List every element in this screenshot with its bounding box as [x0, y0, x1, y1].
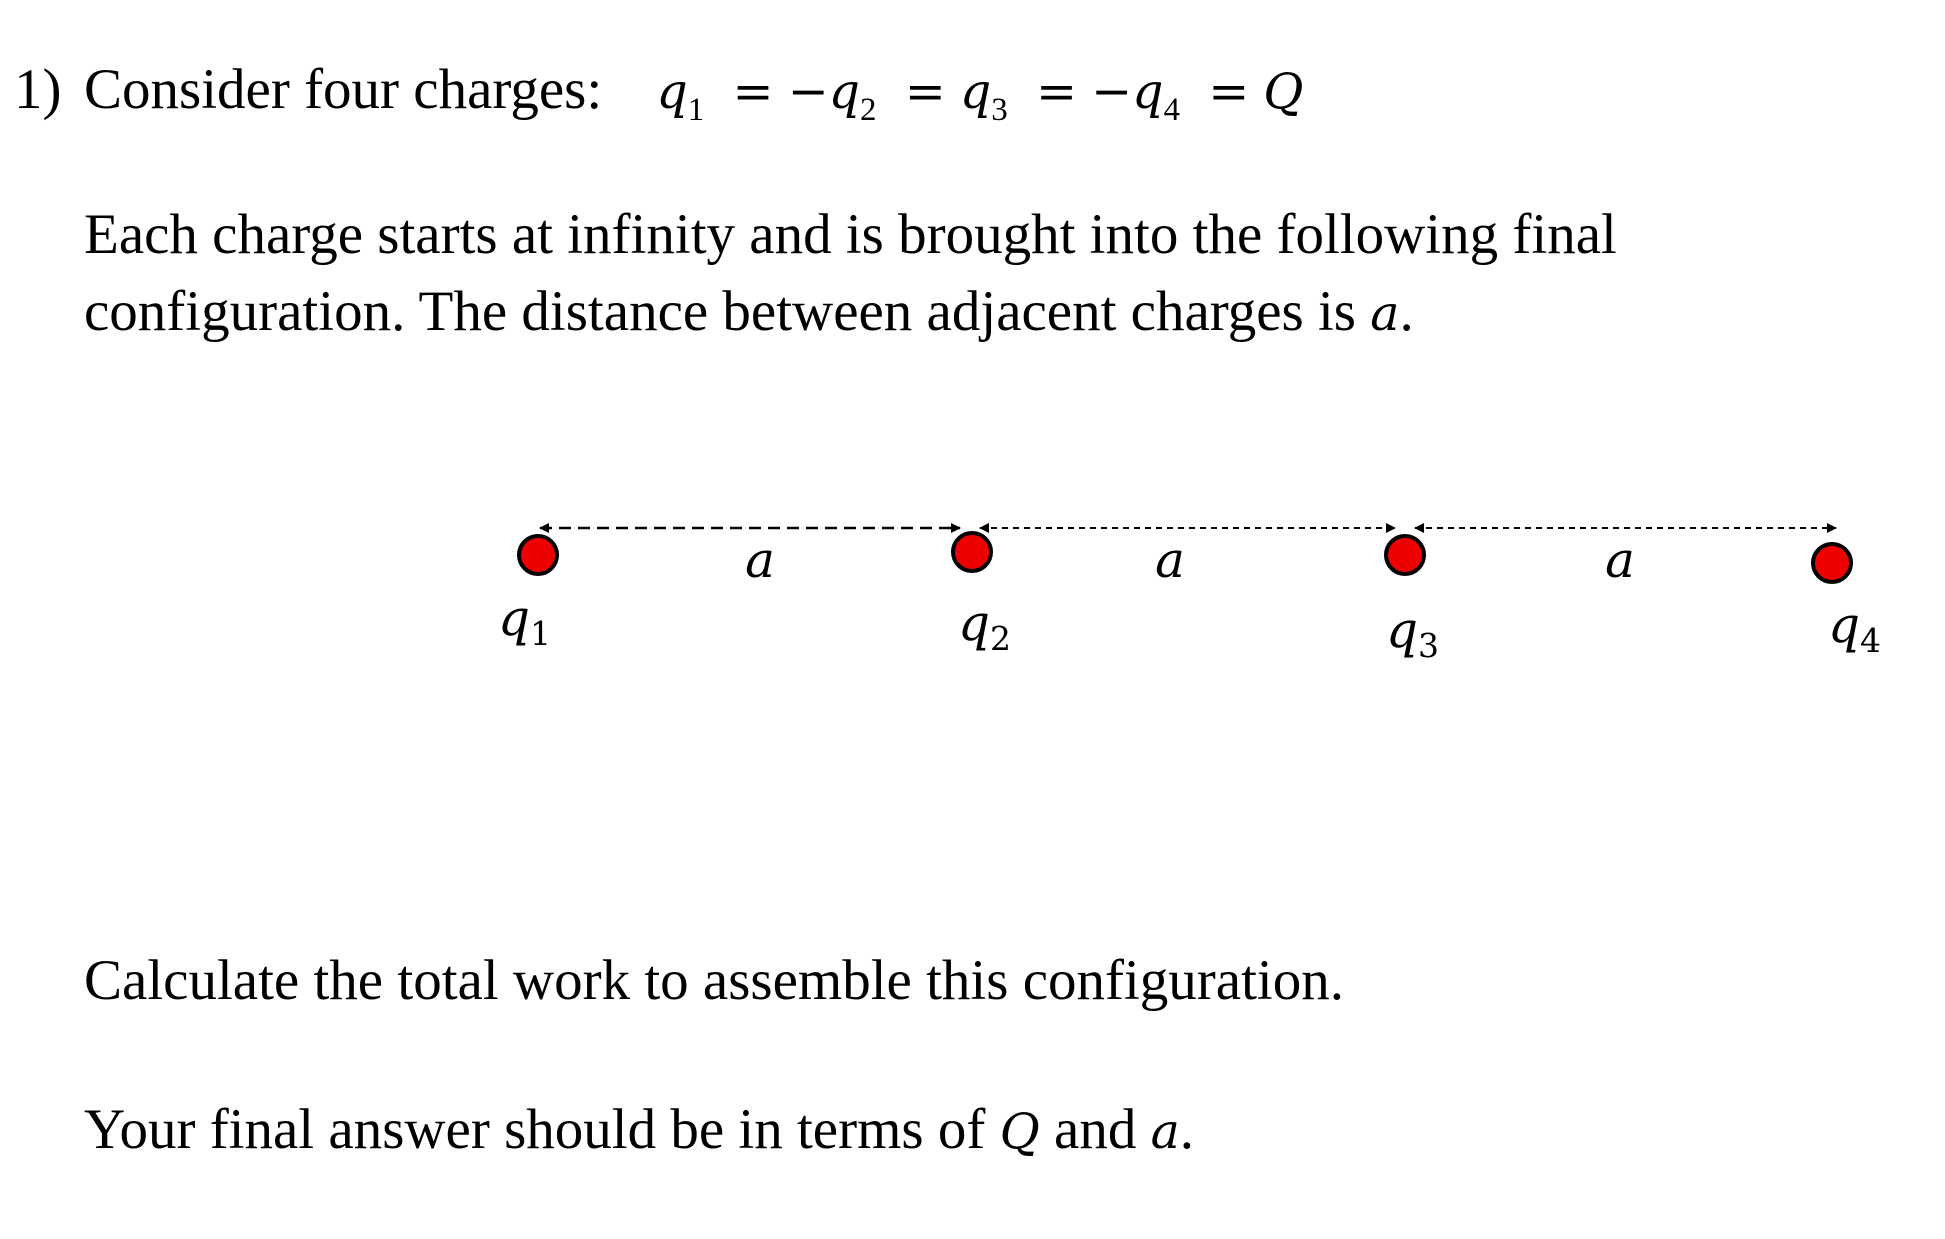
distance-label-3: a — [1605, 531, 1635, 589]
answer-var-Q: Q — [999, 1103, 1040, 1160]
paragraph-line-2: configuration. The distance between adjacent charges is a. — [84, 280, 1414, 343]
charges-diagram — [0, 470, 1945, 710]
question-intro: Consider four charges: — [84, 58, 603, 121]
charge-label-q1: $q_1$ — [498, 589, 552, 653]
charge-q2 — [953, 533, 991, 571]
distance-variable: a — [1370, 285, 1400, 342]
answer-instruction: Your final answer should be in terms of Q and a. — [84, 1098, 1195, 1161]
charge-label-q4: $q_4$ — [1828, 596, 1882, 660]
charge-q1 — [519, 536, 557, 574]
distance-label-2: a — [1155, 531, 1185, 589]
distance-label-1: a — [745, 531, 775, 589]
charge-q3 — [1386, 536, 1424, 574]
charge-label-q3: $q_3$ — [1386, 601, 1440, 665]
charge-q4 — [1813, 544, 1851, 582]
answer-var-a: a — [1150, 1103, 1180, 1160]
question-number: 1) — [14, 58, 62, 121]
paragraph-line-1: Each charge starts at infinity and is brought into the following final — [84, 203, 1617, 266]
question-intro-line — [84, 55, 1303, 145]
charge-equation: $q_1 = -q_2 = q_3 = -q_4 = Q$ — [656, 63, 1304, 128]
task-text: Calculate the total work to assemble this configuration. — [84, 949, 1345, 1012]
charge-label-q2: $q_2$ — [958, 594, 1012, 658]
